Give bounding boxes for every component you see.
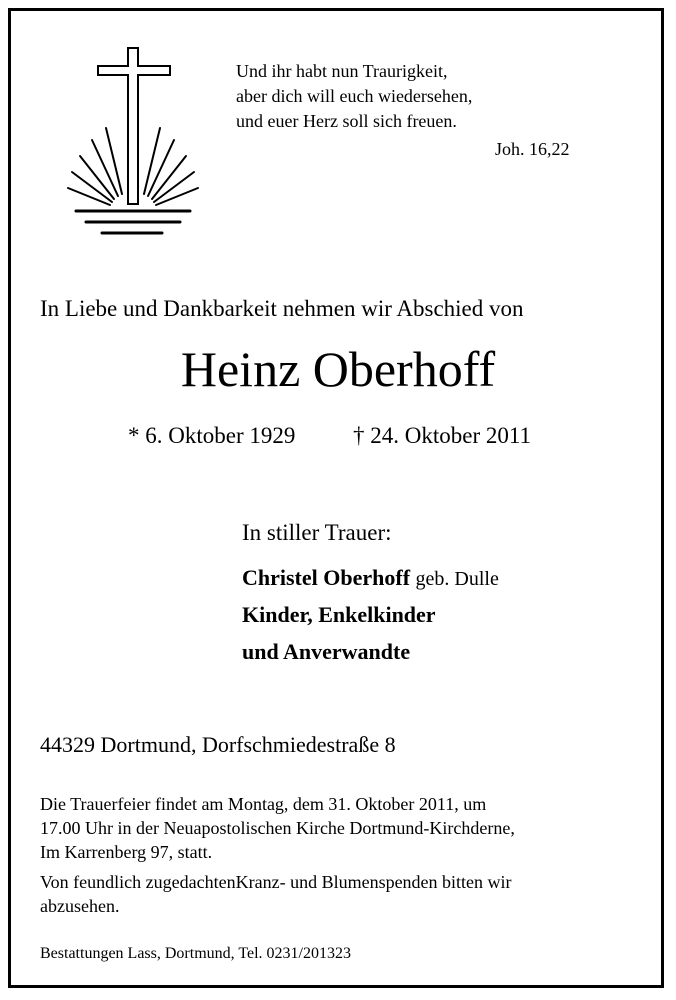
funeral-home-footer: Bestattungen Lass, Dortmund, Tel. 0231/201323	[40, 945, 351, 962]
verse-line: und euer Herz soll sich freuen.	[236, 111, 457, 131]
mourner-children: Kinder, Enkelkinder	[242, 602, 436, 627]
funeral-info	[40, 795, 515, 867]
verse-reference: Joh. 16,22	[495, 139, 570, 159]
death-date: † 24. Oktober 2011	[353, 423, 532, 448]
funeral-info-line: Die Trauerfeier findet am Montag, dem 31. Oktober 2011, um	[40, 794, 487, 814]
mourner-relatives: und Anverwandte	[242, 639, 411, 664]
cross-sunrise-icon	[62, 44, 202, 244]
address: 44329 Dortmund, Dorfschmiedestraße 8	[40, 732, 396, 757]
deceased-name: Heinz Oberhoff	[180, 341, 496, 397]
flowers-note-line: Von feundlich zugedachtenKranz- und Blumenspenden bitten wir	[40, 872, 512, 892]
spouse-name: Christel Oberhoff	[242, 565, 411, 590]
funeral-info-line: Im Karrenberg 97, statt.	[40, 842, 213, 862]
birth-date: * 6. Oktober 1929	[128, 423, 296, 448]
mourning-label: In stiller Trauer:	[242, 520, 392, 545]
verse-line: aber dich will euch wiedersehen,	[236, 86, 473, 106]
flowers-note	[40, 873, 512, 921]
intro-text: In Liebe und Dankbarkeit nehmen wir Abschied von	[40, 296, 524, 321]
verse-line: Und ihr habt nun Traurigkeit,	[236, 61, 448, 81]
flowers-note-line: abzusehen.	[40, 896, 120, 916]
bible-verse	[236, 62, 472, 137]
spouse-nee: geb. Dulle	[415, 568, 499, 590]
mourner-spouse	[242, 567, 499, 589]
funeral-info-line: 17.00 Uhr in der Neuapostolischen Kirche Dortmund-Kirchderne,	[40, 818, 515, 838]
